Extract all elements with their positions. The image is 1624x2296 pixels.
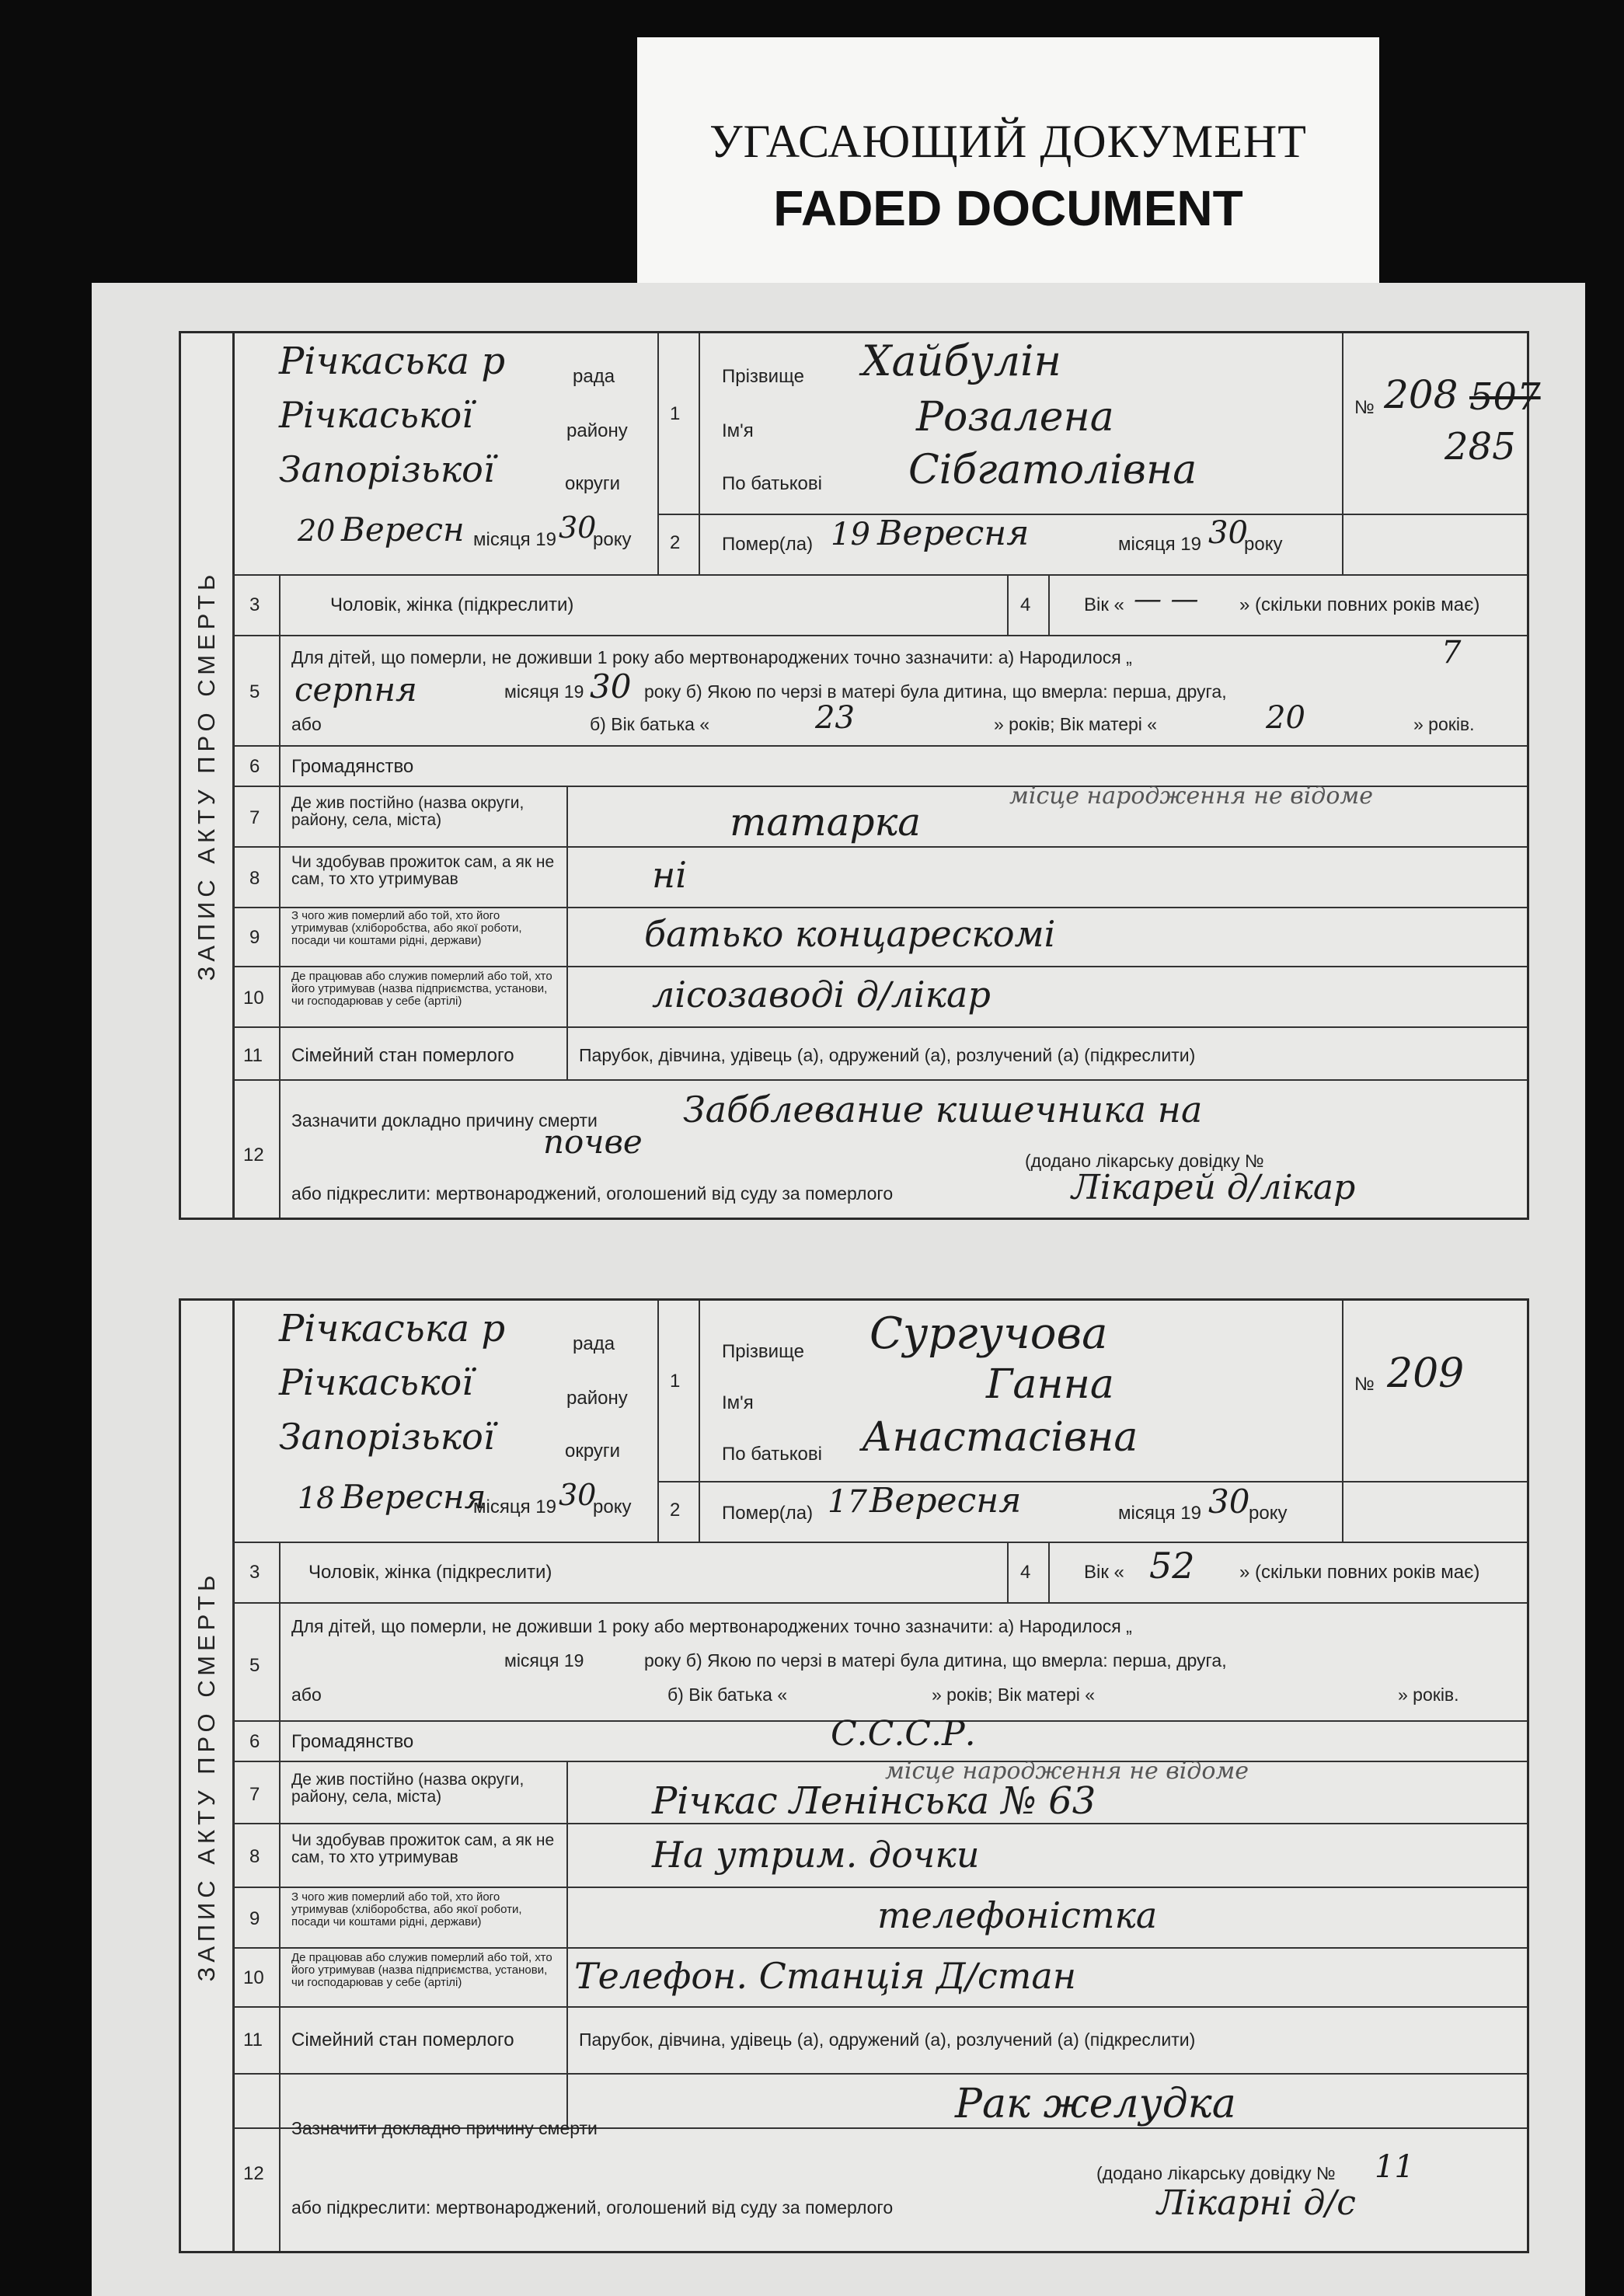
month-label: місяця 19 xyxy=(473,1496,556,1517)
row-num: 9 xyxy=(249,1908,260,1929)
residence-note: місце народження не відоме xyxy=(1009,782,1374,810)
age-label: Вік « xyxy=(1084,594,1124,615)
name-label: Ім'я xyxy=(722,420,754,441)
infant-line-1: Для дітей, що померли, не доживши 1 року або мертвонароджених точно зазначити: а) Народилося „ xyxy=(291,647,1132,667)
stillborn-label: або підкреслити: мертвонароджений, оголошений від суду за померлого xyxy=(291,1183,894,1204)
support-label: Чи здобував прожиток сам, а як не сам, то хто утримував xyxy=(291,853,555,889)
row-num: 12 xyxy=(243,2163,264,2184)
patronymic-value: Анастасівна xyxy=(862,1414,1138,1461)
died-label: Помер(ла) xyxy=(722,1503,814,1524)
cause-value-1: Рак желудка xyxy=(955,2081,1236,2127)
village-handwritten: Річкаська р xyxy=(279,1307,506,1350)
name-value: Ганна xyxy=(986,1361,1114,1408)
citizenship-value: С.С.С.Р. xyxy=(831,1714,976,1754)
record-number: 209 xyxy=(1387,1350,1465,1397)
patronymic-label: По батькові xyxy=(722,473,822,494)
death-day: 19 xyxy=(831,517,870,552)
reg-day: 20 xyxy=(298,514,336,548)
row-num: 10 xyxy=(243,1967,264,1988)
death-record-2 xyxy=(179,1298,1529,2253)
rada-label: рада xyxy=(573,366,615,387)
row-num: 4 xyxy=(1020,594,1031,615)
row-num: 2 xyxy=(670,532,681,553)
reg-year: 30 xyxy=(559,1478,597,1512)
death-month: Вересня xyxy=(870,1481,1022,1521)
okruha-handwritten: Запорізької xyxy=(279,1416,495,1458)
sex-label: Чоловік, жінка (підкреслити) xyxy=(330,594,574,615)
record-number-alt: 285 xyxy=(1445,425,1516,469)
record-number: 208 xyxy=(1384,372,1458,417)
row-num: 11 xyxy=(243,1045,263,1066)
side-title: ЗАПИС АКТУ ПРО СМЕРТЬ xyxy=(181,333,235,1218)
banner-title-ru: УГАСАЮЩИЙ ДОКУМЕНТ xyxy=(709,116,1307,167)
paper-sheet xyxy=(92,283,1585,2296)
row-num: 6 xyxy=(249,1731,260,1752)
death-year: 30 xyxy=(1208,1482,1250,1521)
cause-label: Зазначити докладно причину смерти xyxy=(291,1110,598,1131)
row-num: 2 xyxy=(670,1500,681,1521)
workplace-value: Телефон. Станція Д/стан xyxy=(574,1955,1077,1997)
row-num: 7 xyxy=(249,807,260,828)
marital-label: Сімейний стан померлого xyxy=(291,1045,514,1066)
infant-line-2: року б) Якою по черзі в матері була дитина, що вмерла: перша, друга, xyxy=(644,1650,1227,1671)
residence-note: місце народження не відоме xyxy=(885,1758,1249,1785)
residence-value: татарка xyxy=(730,800,922,845)
age-value: — — xyxy=(1134,584,1199,615)
raion-handwritten: Річкаської xyxy=(279,1361,473,1403)
row-num: 1 xyxy=(670,1371,681,1392)
reg-month: Вересня xyxy=(341,1478,486,1516)
reg-day: 18 xyxy=(298,1481,336,1515)
reg-year: 30 xyxy=(559,510,597,545)
livelihood-value: телефоністка xyxy=(877,1894,1158,1936)
age-suffix: » (скільки повних років має) xyxy=(1239,594,1480,615)
marital-label: Сімейний стан померлого xyxy=(291,2029,514,2050)
year-label: року xyxy=(1244,534,1283,555)
infant-or: або xyxy=(291,1685,322,1705)
citizenship-label: Громадянство xyxy=(291,756,414,777)
livelihood-value: батько концарескомі xyxy=(644,913,1056,955)
raion-label: району xyxy=(566,1388,628,1409)
row-num: 5 xyxy=(249,1655,260,1676)
row-num: 3 xyxy=(249,1562,260,1583)
row-num: 8 xyxy=(249,1846,260,1867)
raion-label: району xyxy=(566,420,628,441)
month-label: місяця 19 xyxy=(1118,1503,1201,1524)
infant-line-1: Для дітей, що померли, не доживши 1 року або мертвонароджених точно зазначити: а) Народилося „ xyxy=(291,1616,1132,1636)
surname-value: Сургучова xyxy=(870,1308,1108,1359)
workplace-label: Де працював або служив померлий або той, хто його утримував (назва підприємства, установи, чи господарював у себе (артілі) xyxy=(291,1951,552,1989)
number-label: № xyxy=(1354,1374,1375,1395)
citizenship-label: Громадянство xyxy=(291,1731,414,1752)
year-label: року xyxy=(593,529,632,550)
mother-age: 20 xyxy=(1266,700,1305,736)
raion-handwritten: Річкаської xyxy=(279,394,473,436)
year-label: року xyxy=(593,1496,632,1517)
certificate-label: (додано лікарську довідку № xyxy=(1025,1151,1264,1171)
row-num: 11 xyxy=(243,2029,263,2050)
side-title: ЗАПИС АКТУ ПРО СМЕРТЬ xyxy=(181,1301,235,2251)
village-handwritten: Річкаська р xyxy=(279,340,506,383)
death-record-1 xyxy=(179,331,1541,1220)
doctor-signature: Лікарні д/с xyxy=(1157,2183,1356,2223)
row-num: 5 xyxy=(249,681,260,702)
mother-age-label: » років; Вік матері « xyxy=(994,714,1158,734)
okruhy-label: округи xyxy=(565,1441,621,1462)
surname-label: Прізвище xyxy=(722,366,804,387)
infant-line-2: року б) Якою по черзі в матері була дитина, що вмерла: перша, друга, xyxy=(644,681,1227,702)
okruhy-label: округи xyxy=(565,473,621,494)
name-value: Розалена xyxy=(916,394,1114,441)
years-suffix: » років. xyxy=(1413,714,1475,734)
year-label: року xyxy=(1249,1503,1288,1524)
row-num: 12 xyxy=(243,1145,264,1165)
father-age-label: б) Вік батька « xyxy=(590,714,710,734)
row-num: 1 xyxy=(670,403,681,424)
residence-label: Де жив постійно (назва округи, району, села, міста) xyxy=(291,1771,524,1806)
row-num: 3 xyxy=(249,594,260,615)
surname-value: Хайбулін xyxy=(862,336,1061,385)
death-year: 30 xyxy=(1208,515,1248,551)
reg-month: Вересн xyxy=(341,510,465,549)
month-label: місяця 19 xyxy=(504,681,584,702)
certificate-number: 11 xyxy=(1375,2149,1414,2185)
row-num: 4 xyxy=(1020,1562,1031,1583)
support-value: На утрим. дочки xyxy=(652,1834,980,1876)
infant-or: або xyxy=(291,714,322,734)
workplace-value: лісозаводі д/лікар xyxy=(652,974,991,1016)
born-day: 7 xyxy=(1441,635,1462,671)
support-value: ні xyxy=(652,854,688,896)
banner-title-en: FADED DOCUMENT xyxy=(773,180,1243,236)
age-label: Вік « xyxy=(1084,1562,1124,1583)
month-label: місяця 19 xyxy=(504,1650,584,1671)
name-label: Ім'я xyxy=(722,1392,754,1413)
row-num: 10 xyxy=(243,988,264,1009)
born-month: серпня xyxy=(294,671,417,709)
years-suffix: » років. xyxy=(1398,1685,1459,1705)
marital-options: Парубок, дівчина, удівець (а), одружений (а), розлучений (а) (підкреслити) xyxy=(579,1045,1196,1065)
surname-label: Прізвище xyxy=(722,1341,804,1362)
okruha-handwritten: Запорізької xyxy=(279,448,495,490)
cause-label: Зазначити докладно причину смерти xyxy=(291,2118,598,2138)
row-num: 7 xyxy=(249,1784,260,1805)
age-value: 52 xyxy=(1149,1545,1195,1587)
doctor-signature: Лікарей д/лікар xyxy=(1072,1168,1356,1207)
cause-value-1: Забблевание кишечника на xyxy=(683,1089,1203,1131)
support-label: Чи здобував прожиток сам, а як не сам, то хто утримував xyxy=(291,1831,555,1867)
marital-options: Парубок, дівчина, удівець (а), одружений (а), розлучений (а) (підкреслити) xyxy=(579,2029,1196,2050)
born-year: 30 xyxy=(590,667,632,706)
residence-value: Річкас Ленінська № 63 xyxy=(652,1779,1096,1823)
patronymic-value: Сібгатолівна xyxy=(908,447,1197,493)
month-label: місяця 19 xyxy=(1118,534,1201,555)
number-label: № xyxy=(1354,397,1375,418)
patronymic-label: По батькові xyxy=(722,1444,822,1465)
stillborn-label: або підкреслити: мертвонароджений, оголошений від суду за померлого xyxy=(291,2197,894,2218)
residence-label: Де жив постійно (назва округи, району, села, міста) xyxy=(291,794,524,830)
died-label: Помер(ла) xyxy=(722,534,814,555)
row-num: 9 xyxy=(249,927,260,948)
age-suffix: » (скільки повних років має) xyxy=(1239,1562,1480,1583)
livelihood-label: З чого жив померлий або той, хто його утримував (хліборобства, або якої роботи, посади чи коштами рідні, держави) xyxy=(291,909,522,947)
record-number-old: 507 xyxy=(1469,375,1541,419)
cause-value-2: почве xyxy=(543,1123,643,1161)
workplace-label: Де працював або служив померлий або той, хто його утримував (назва підприємства, установи, чи господарював у себе (артілі) xyxy=(291,970,552,1008)
death-month: Вересня xyxy=(877,514,1030,553)
rada-label: рада xyxy=(573,1333,615,1354)
father-age: 23 xyxy=(815,700,855,736)
death-day: 17 xyxy=(828,1484,867,1520)
row-num: 6 xyxy=(249,756,260,777)
father-age-label: б) Вік батька « xyxy=(667,1685,788,1705)
month-label: місяця 19 xyxy=(473,529,556,550)
sex-label: Чоловік, жінка (підкреслити) xyxy=(308,1562,552,1583)
certificate-label: (додано лікарську довідку № xyxy=(1096,2163,1336,2183)
mother-age-label: » років; Вік матері « xyxy=(932,1685,1096,1705)
row-num: 8 xyxy=(249,868,260,889)
livelihood-label: З чого жив померлий або той, хто його утримував (хліборобства, або якої роботи, посади чи коштами рідні, держави) xyxy=(291,1890,522,1928)
